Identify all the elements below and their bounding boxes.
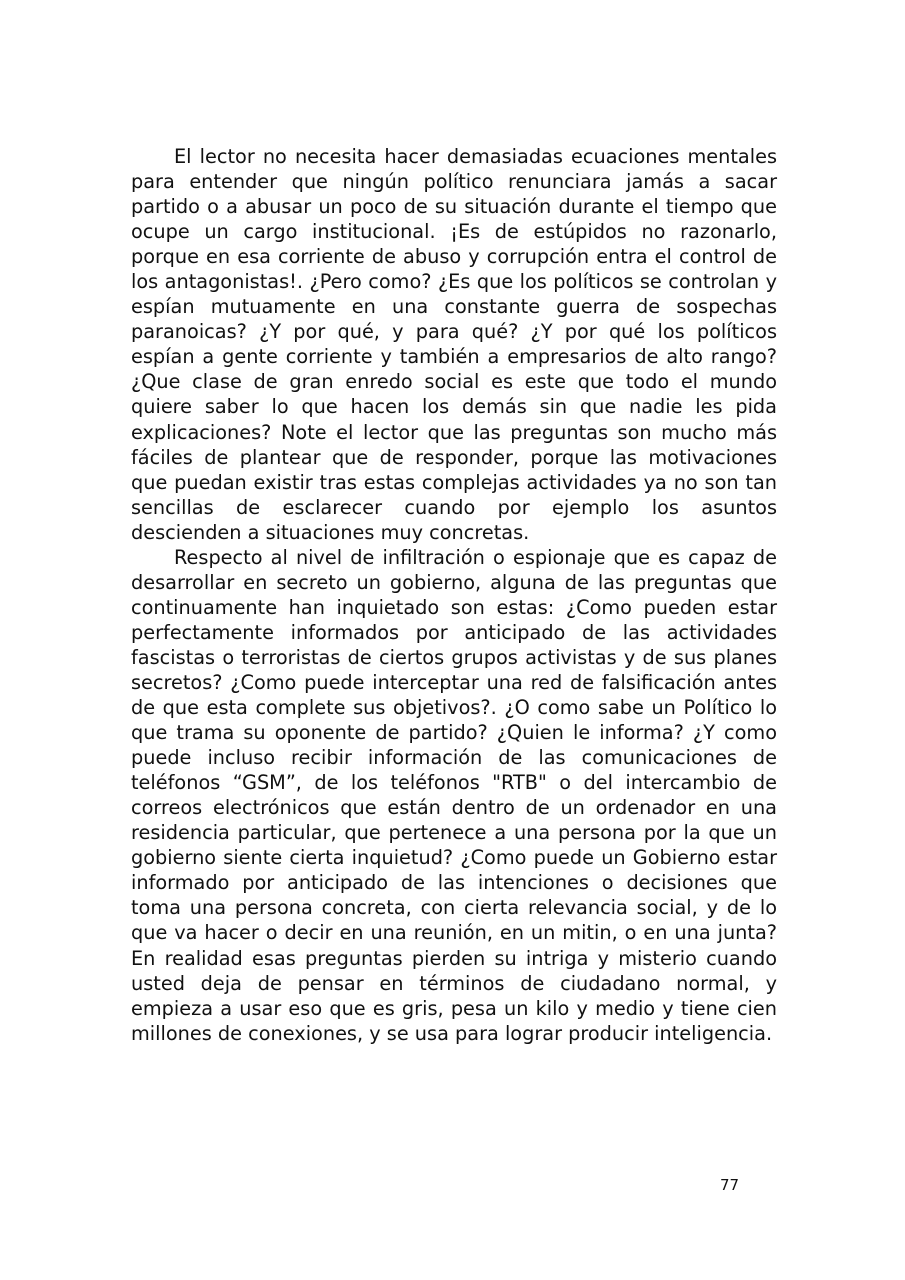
page-number: 77	[720, 1176, 740, 1194]
paragraph-2: Respecto al nivel de infiltración o espionaje que es capaz de desarrollar en secreto un gobierno, alguna de las preguntas que continuamente han inquietado son estas: ¿Como pueden estar perfectamente informados por anticipado de las actividades fascistas o terroristas de ciertos grupos activistas y de sus planes secretos? ¿Como puede interceptar una red de falsificación antes de que esta complete sus objetivos?. ¿O como sabe un Político lo que trama su oponente de partido? ¿Quien le informa? ¿Y como puede incluso recibir información de las comunicaciones de teléfonos “GSM”, de los teléfonos "RTB" o del intercambio de correos electrónicos que están dentro de un ordenador en una residencia particular, que pertenece a una persona por la que un gobierno siente cierta inquietud? ¿Como puede un Gobierno estar informado por anticipado de las intenciones o decisiones que toma una persona concreta, con cierta relevancia social, y de lo que va hacer o decir en una reunión, en un mitin, o en una junta? En realidad esas preguntas pierden su intriga y misterio cuando usted deja de pensar en términos de ciudadano normal, y empieza a usar eso que es gris, pesa un kilo y medio y tiene cien millones de conexiones, y se usa para lograr producir inteligencia.	[131, 545, 777, 1045]
paragraph-1: El lector no necesita hacer demasiadas ecuaciones mentales para entender que ningún político renunciara jamás a sacar partido o a abusar un poco de su situación durante el tiempo que ocupe un cargo institucional. ¡Es de estúpidos no razonarlo, porque en esa corriente de abuso y corrupción entra el control de los antagonistas!. ¿Pero como? ¿Es que los políticos se controlan y espían mutuamente en una constante guerra de sospechas paranoicas? ¿Y por qué, y para qué? ¿Y por qué los políticos espían a gente corriente y también a empresarios de alto rango? ¿Que clase de gran enredo social es este que todo el mundo quiere saber lo que hacen los demás sin que nadie les pida explicaciones? Note el lector que las preguntas son mucho más fáciles de plantear que de responder, porque las motivaciones que puedan existir tras estas complejas actividades ya no son tan sencillas de esclarecer cuando por ejemplo los asuntos descienden a situaciones muy concretas.	[131, 145, 777, 544]
body-text	[131, 144, 777, 1046]
